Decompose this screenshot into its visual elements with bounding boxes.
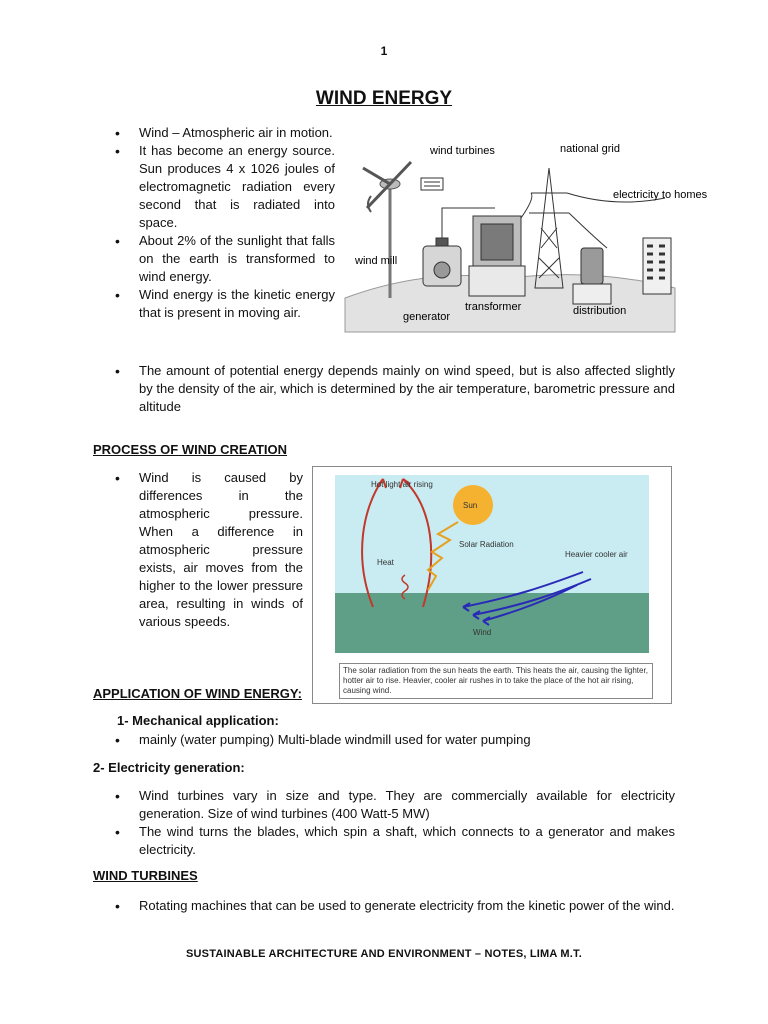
section-heading-process: PROCESS OF WIND CREATION — [93, 442, 288, 457]
list-item: • About 2% of the sunlight that falls on the earth is transformed to wind energy. — [139, 232, 335, 286]
diagram-caption: The solar radiation from the sun heats the earth. This heats the air, causing the lighter, hotter air to rise. Heavier, cooler air rushes in to take the place of the hot air rising, causing wind. — [339, 663, 653, 699]
page-footer: SUSTAINABLE ARCHITECTURE AND ENVIRONMENT – NOTES, LIMA M.T. — [186, 948, 582, 960]
turbine-icon-box — [421, 178, 443, 190]
label-sun: Sun — [463, 501, 478, 510]
turbine-blades — [363, 162, 411, 208]
label-wind-mill: wind mill — [355, 255, 398, 267]
list-item: • The amount of potential energy depends mainly on wind speed, but is also affected slightly by the density of the air, which is determined by the air temperature, barometric pressure and altitude — [139, 362, 675, 416]
wind-grid-illustration — [345, 138, 708, 332]
page-number: 1 — [380, 44, 388, 58]
label-heat: Heat — [377, 558, 394, 567]
subheading-electricity: 2- Electricity generation: — [93, 760, 245, 775]
label-electricity-to-homes: electricity to homes — [613, 189, 708, 201]
label-heavier-air: Heavier cooler air — [565, 550, 628, 559]
list-item: • Wind – Atmospheric air in motion. — [139, 124, 335, 142]
list-item: • Wind energy is the kinetic energy that is present in moving air. — [139, 286, 335, 322]
wind-creation-diagram — [312, 466, 672, 704]
ground-area — [335, 593, 649, 653]
list-item: • Wind turbines vary in size and type. They are commercially available for electricity generation. Size of wind turbines (400 Watt-5 MW) — [139, 787, 675, 823]
label-transformer: transformer — [465, 301, 522, 313]
section-heading-application: APPLICATION OF WIND ENERGY: — [93, 686, 302, 701]
distribution-box — [581, 248, 603, 284]
intro-bullet-list-wide — [139, 362, 675, 416]
section-heading-turbines: WIND TURBINES — [93, 868, 198, 883]
process-bullet-list — [139, 469, 303, 631]
mechanical-bullet-list — [139, 731, 679, 749]
sky-area — [335, 475, 649, 593]
label-wind-turbines: wind turbines — [430, 145, 495, 157]
pylon — [535, 168, 563, 288]
list-item: • Rotating machines that can be used to generate electricity from the kinetic power of the wind. — [139, 897, 675, 915]
turbines-bullet-list — [139, 897, 675, 915]
label-national-grid: national grid — [560, 143, 620, 155]
label-generator: generator — [403, 311, 451, 323]
list-item: • mainly (water pumping) Multi-blade windmill used for water pumping — [139, 731, 679, 749]
label-hot-air: Hot light air rising — [371, 480, 433, 489]
list-item: • Wind is caused by differences in the atmospheric pressure. When a difference in atmospheric pressure exists, air moves from the higher to the lower pressure area, resulting in winds of various speeds. — [139, 469, 303, 631]
label-wind: Wind — [473, 628, 492, 637]
label-distribution: distribution — [573, 305, 627, 317]
label-solar-radiation: Solar Radiation — [459, 540, 514, 549]
list-item: • The wind turns the blades, which spin a shaft, which connects to a generator and makes electricity. — [139, 823, 675, 859]
subheading-mechanical: 1- Mechanical application: — [117, 713, 279, 728]
electricity-bullet-list — [139, 787, 675, 859]
page-title: WIND ENERGY — [315, 88, 453, 109]
list-item: • It has become an energy source. Sun produces 4 x 1026 joules of electromagnetic radiation every second that is radiated into space. — [139, 142, 335, 232]
intro-bullet-list — [139, 124, 335, 322]
